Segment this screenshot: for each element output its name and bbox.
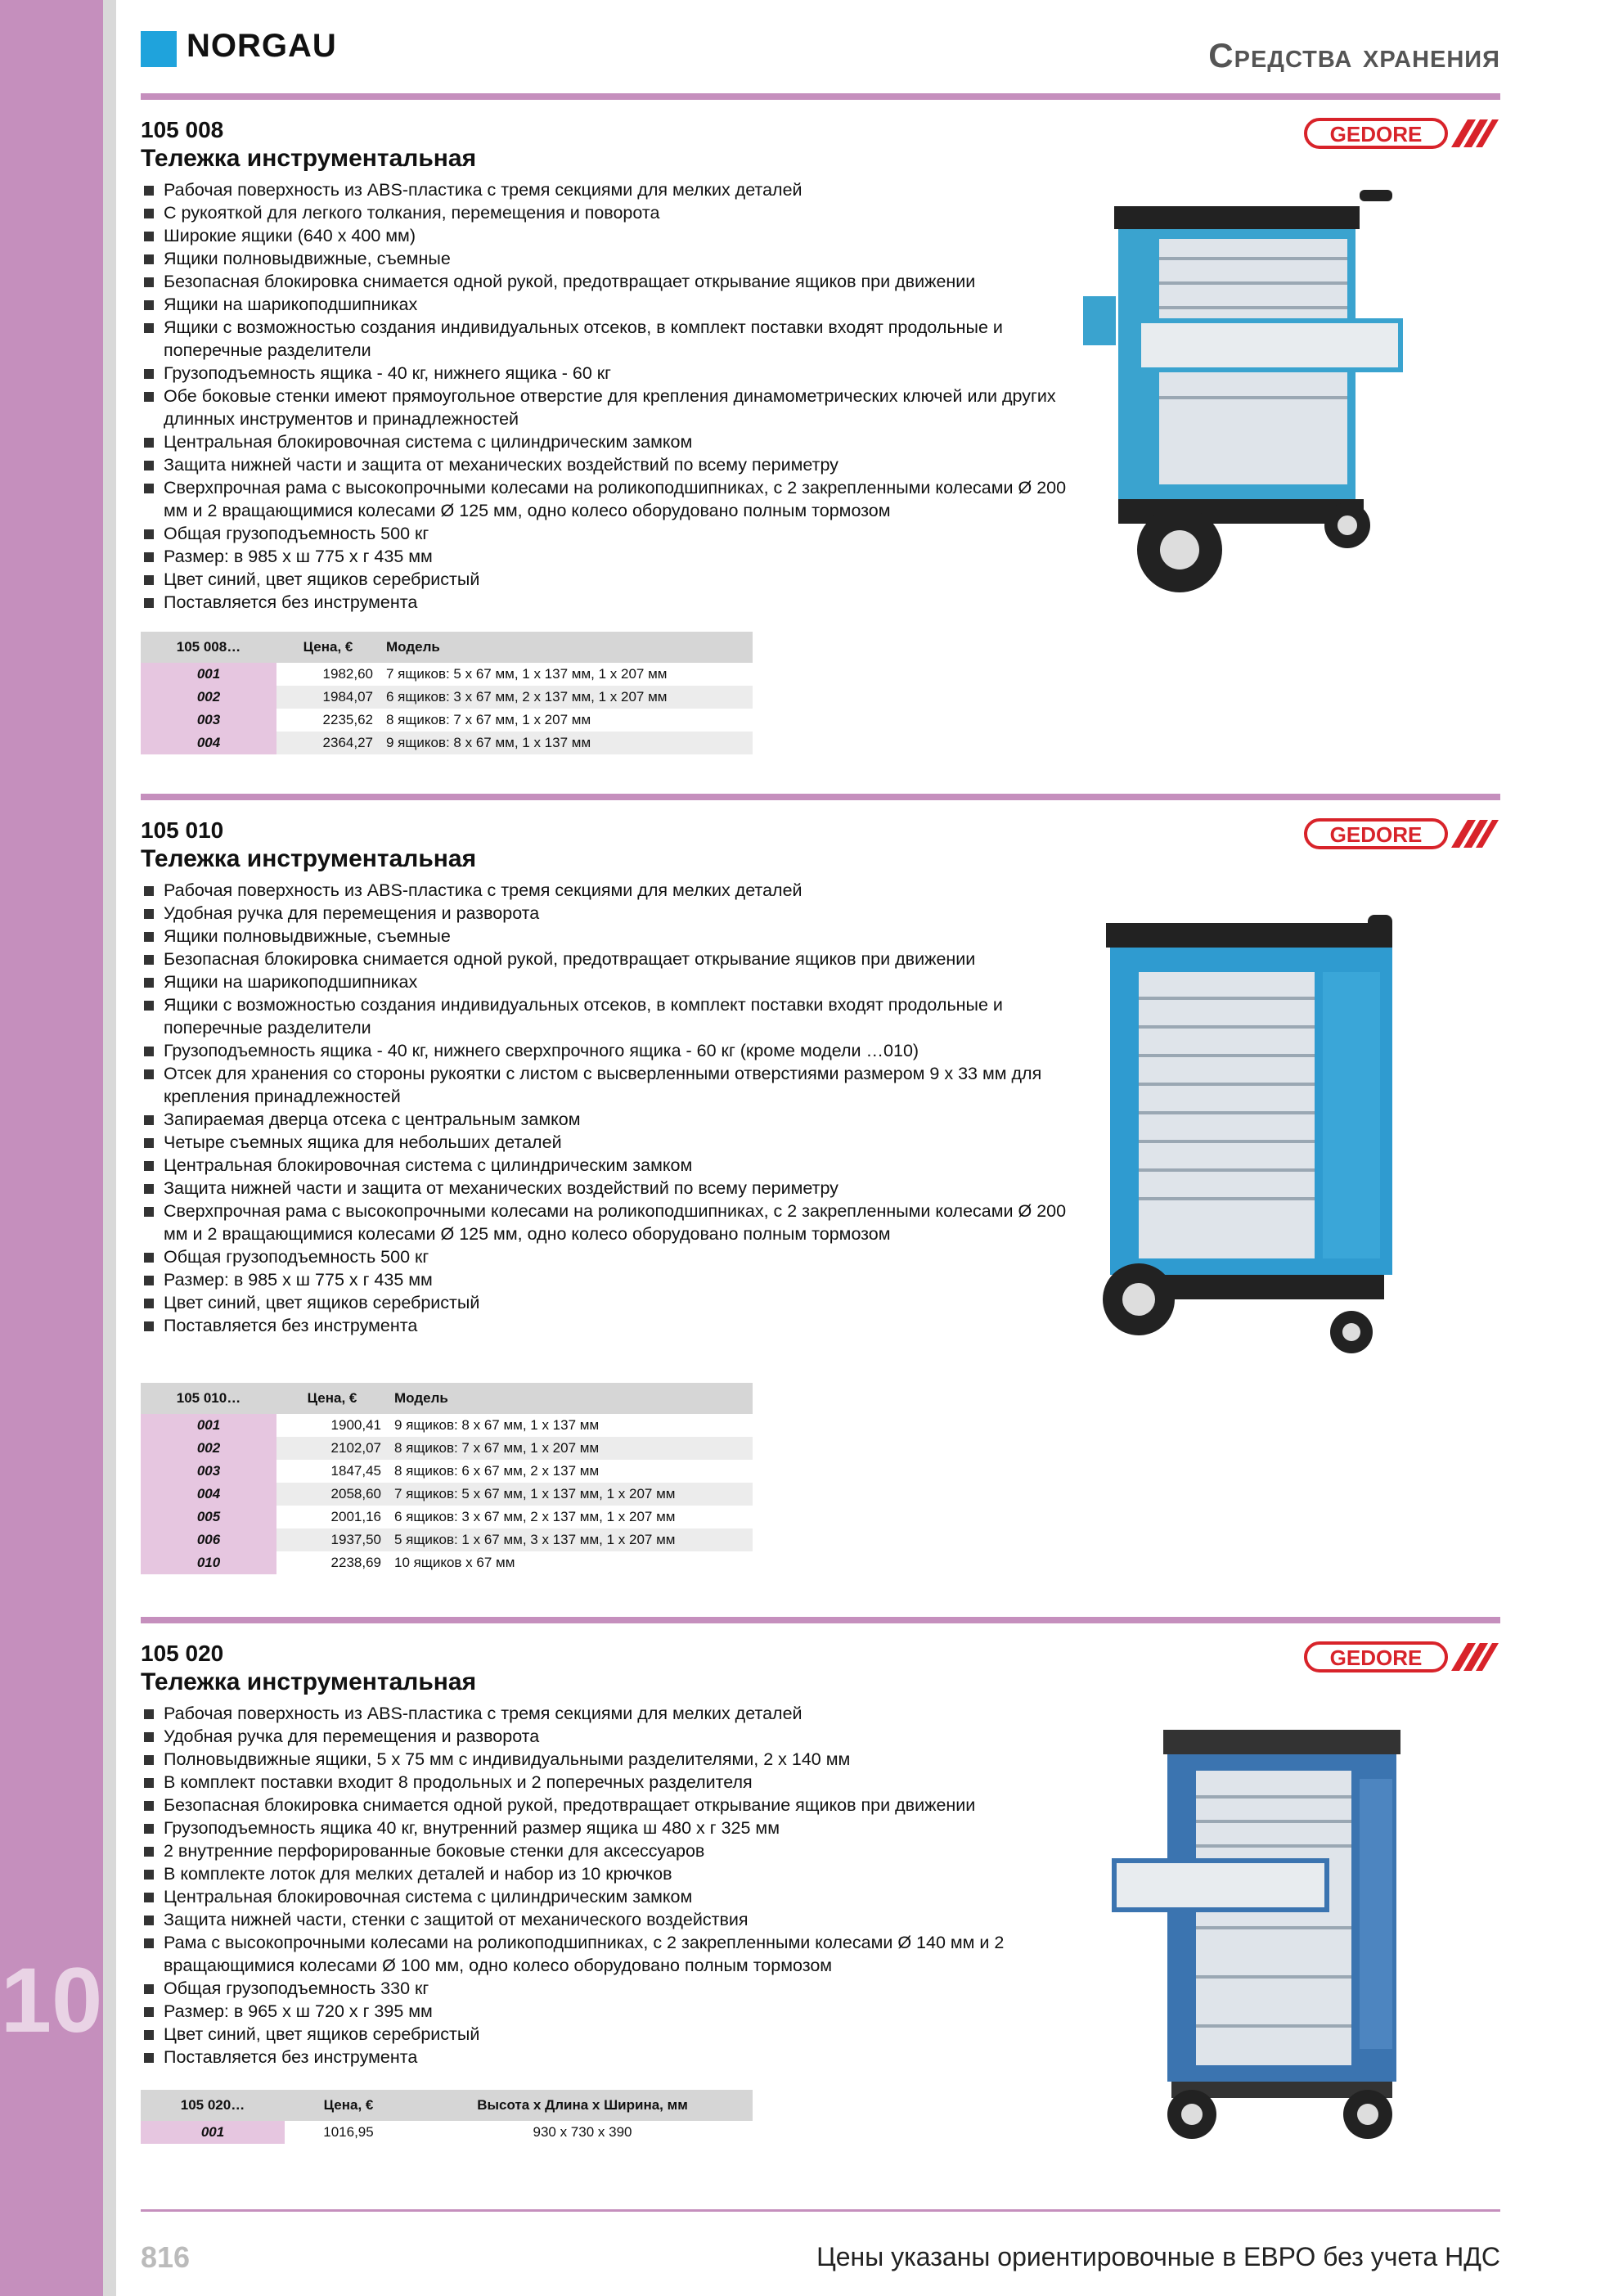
table-row: [141, 1414, 753, 1437]
feature-item: Полновыдвижные ящики, 5 х 75 мм с индивидуальными разделителями, 2 х 140 мм: [141, 1748, 1081, 1771]
table-row: [141, 1437, 753, 1460]
feature-item: Защита нижней части и защита от механических воздействий по всему периметру: [141, 1177, 1081, 1200]
article-cell: 001: [141, 2121, 285, 2144]
price-cell: 1900,41: [330, 1417, 381, 1433]
col-article: 105 008…: [141, 632, 276, 663]
feature-item: 2 внутренние перфорированные боковые стенки для аксессуаров: [141, 1839, 1081, 1862]
feature-list: [141, 879, 1081, 1337]
feature-item: Центральная блокировочная система с цилиндрическим замком: [141, 1154, 1081, 1177]
model-cell: 6 ящиков: 3 х 67 мм, 2 х 137 мм, 1 х 207 мм: [394, 1509, 676, 1524]
feature-item: Размер: в 985 х ш 775 х г 435 мм: [141, 1268, 1081, 1291]
article-cell: 004: [141, 732, 276, 754]
price-cell: 2058,60: [276, 1483, 388, 1506]
feature-item: Безопасная блокировка снимается одной рукой, предотвращает открывание ящиков при движении: [141, 270, 1081, 293]
table-row: [141, 709, 753, 732]
model-cell: 5 ящиков: 1 х 67 мм, 3 х 137 мм, 1 х 207 мм: [388, 1528, 753, 1551]
section-rule: [141, 794, 1500, 800]
table-row: [141, 1551, 753, 1574]
section-rule: [141, 1617, 1500, 1623]
price-cell: 1984,07: [276, 686, 380, 709]
feature-item: Грузоподъемность ящика 40 кг, внутренний размер ящика ш 480 х г 325 мм: [141, 1817, 1081, 1839]
trolley-image-2: [1081, 915, 1441, 1373]
feature-item: Ящики с возможностью создания индивидуальных отсеков, в комплект поставки входят продольные и поперечные разделители: [141, 316, 1081, 362]
feature-item: Сверхпрочная рама с высокопрочными колесами на роликоподшипниках, с 2 закрепленными колесами Ø 200 мм и 2 вращающимися колесами Ø 125 мм, одно колесо оборудовано полным тормозом: [141, 1200, 1081, 1245]
gedore-logo: [1304, 1640, 1500, 1674]
feature-list: [141, 1702, 1081, 2069]
feature-item: Ящики на шарикоподшипниках: [141, 970, 1081, 993]
sidebar-edge: [103, 0, 116, 2296]
col-article: 105 010…: [141, 1383, 276, 1414]
product-title: Тележка инструментальная: [141, 145, 477, 172]
svg-text:GEDORE: GEDORE: [1329, 122, 1423, 146]
table-row: [141, 732, 753, 754]
header-rule: [141, 93, 1500, 100]
trolley-image-1: [1081, 182, 1425, 607]
article-cell: 002: [141, 686, 276, 709]
article-cell: 004: [141, 1483, 276, 1506]
page-number: 816: [141, 2240, 191, 2274]
article-cell: 003: [141, 1460, 276, 1483]
gedore-logo: [1304, 817, 1500, 851]
feature-item: Удобная ручка для перемещения и разворота: [141, 902, 1081, 925]
feature-item: Защита нижней части, стенки с защитой от механического воздействия: [141, 1908, 1081, 1931]
table-row: [141, 1506, 753, 1528]
article-cell: 010: [141, 1551, 276, 1574]
feature-item: Общая грузоподъемность 500 кг: [141, 1245, 1081, 1268]
section-title: Средства хранения: [1208, 36, 1500, 74]
feature-item: Отсек для хранения со стороны рукоятки с листом с высверленными отверстиями размером 9 х 33 мм для крепления принадлежностей: [141, 1062, 1081, 1108]
feature-item: Поставляется без инструмента: [141, 1314, 1081, 1337]
table-row: [141, 1528, 753, 1551]
feature-item: Поставляется без инструмента: [141, 2046, 1081, 2069]
feature-item: Ящики полновыдвижные, съемные: [141, 247, 1081, 270]
price-cell: 2102,07: [276, 1437, 388, 1460]
col-model: Модель: [380, 632, 753, 663]
model-cell: 8 ящиков: 6 х 67 мм, 2 х 137 мм: [394, 1463, 600, 1479]
feature-item: Рабочая поверхность из ABS-пластика с тремя секциями для мелких деталей: [141, 178, 1081, 201]
col-price: Цена, €: [285, 2090, 412, 2121]
feature-item: Размер: в 985 х ш 775 х г 435 мм: [141, 545, 1081, 568]
col-price: Цена, €: [276, 1383, 388, 1414]
brand-logo-square: [141, 31, 177, 67]
feature-item: Размер: в 965 х ш 720 х г 395 мм: [141, 2000, 1081, 2023]
model-cell: 9 ящиков: 8 х 67 мм, 1 х 137 мм: [394, 1417, 600, 1433]
product-105-020: [141, 1640, 1500, 2180]
feature-item: Общая грузоподъемность 330 кг: [141, 1977, 1081, 2000]
col-model: Модель: [388, 1383, 753, 1414]
feature-item: Центральная блокировочная система с цилиндрическим замком: [141, 430, 1081, 453]
feature-item: Цвет синий, цвет ящиков серебристый: [141, 1291, 1081, 1314]
price-cell: 2364,27: [276, 732, 380, 754]
feature-item: Обе боковые стенки имеют прямоугольное отверстие для крепления динамометрических ключей или других длинных инструментов и принадлежностей: [141, 385, 1081, 430]
feature-item: Запираемая дверца отсека с центральным замком: [141, 1108, 1081, 1131]
feature-item: Безопасная блокировка снимается одной рукой, предотвращает открывание ящиков при движении: [141, 948, 1081, 970]
model-cell: 8 ящиков: 7 х 67 мм, 1 х 207 мм: [386, 712, 591, 727]
feature-item: Сверхпрочная рама с высокопрочными колесами на роликоподшипниках, с 2 закрепленными колесами Ø 200 мм и 2 вращающимися колесами Ø 125 мм, одно колесо оборудовано полным тормозом: [141, 476, 1081, 522]
article-cell: 006: [141, 1528, 276, 1551]
feature-item: Ящики на шарикоподшипниках: [141, 293, 1081, 316]
table-row: [141, 663, 753, 686]
model-cell: 6 ящиков: 3 х 67 мм, 2 х 137 мм, 1 х 207 мм: [380, 686, 753, 709]
article-cell: 005: [141, 1506, 276, 1528]
feature-item: В комплекте лоток для мелких деталей и набор из 10 крючков: [141, 1862, 1081, 1885]
feature-item: Ящики полновыдвижные, съемные: [141, 925, 1081, 948]
product-105-008: [141, 116, 1500, 771]
feature-item: С рукояткой для легкого толкания, перемещения и поворота: [141, 201, 1081, 224]
trolley-image-3: [1106, 1730, 1441, 2155]
svg-text:GEDORE: GEDORE: [1329, 822, 1423, 847]
price-note: Цены указаны ориентировочные в ЕВРО без учета НДС: [816, 2242, 1500, 2271]
product-code: 105 010: [141, 817, 224, 843]
table-row: [141, 1483, 753, 1506]
article-cell: 003: [141, 709, 276, 732]
feature-item: Защита нижней части и защита от механических воздействий по всему периметру: [141, 453, 1081, 476]
feature-item: Безопасная блокировка снимается одной рукой, предотвращает открывание ящиков при движении: [141, 1794, 1081, 1817]
chapter-number: 10: [0, 1949, 103, 2051]
feature-item: Ящики с возможностью создания индивидуальных отсеков, в комплект поставки входят продольные и поперечные разделители: [141, 993, 1081, 1039]
feature-item: Четыре съемных ящика для небольших деталей: [141, 1131, 1081, 1154]
feature-item: Рабочая поверхность из ABS-пластика с тремя секциями для мелких деталей: [141, 1702, 1081, 1725]
article-cell: 001: [141, 1414, 276, 1437]
price-cell: 2001,16: [330, 1509, 381, 1524]
price-cell: 1847,45: [330, 1463, 381, 1479]
product-105-010: [141, 817, 1500, 1594]
gedore-logo: [1304, 116, 1500, 151]
footer-rule: [141, 2209, 1500, 2212]
price-cell: 1937,50: [276, 1528, 388, 1551]
feature-item: В комплект поставки входит 8 продольных и 2 поперечных разделителя: [141, 1771, 1081, 1794]
table-row: [141, 686, 753, 709]
price-cell: 1016,95: [323, 2124, 374, 2140]
col-dimensions: Высота х Длина х Ширина, мм: [412, 2090, 753, 2121]
brand-name: NORGAU: [187, 28, 337, 64]
feature-item: Рама с высокопрочными колесами на роликоподшипниках, с 2 закрепленными колесами Ø 140 мм и 2 вращающимися колесами Ø 100 мм, одно колесо оборудовано полным тормозом: [141, 1931, 1081, 1977]
feature-item: Широкие ящики (640 х 400 мм): [141, 224, 1081, 247]
svg-text:GEDORE: GEDORE: [1329, 1645, 1423, 1670]
feature-item: Грузоподъемность ящика - 40 кг, нижнего ящика - 60 кг: [141, 362, 1081, 385]
product-title: Тележка инструментальная: [141, 845, 477, 872]
model-cell: 7 ящиков: 5 х 67 мм, 1 х 137 мм, 1 х 207 мм: [388, 1483, 753, 1506]
model-cell: 7 ящиков: 5 х 67 мм, 1 х 137 мм, 1 х 207 мм: [386, 666, 668, 682]
product-code: 105 008: [141, 117, 224, 142]
feature-item: Поставляется без инструмента: [141, 591, 1081, 614]
model-cell: 10 ящиков х 67 мм: [394, 1555, 515, 1570]
feature-item: Цвет синий, цвет ящиков серебристый: [141, 2023, 1081, 2046]
model-cell: 9 ящиков: 8 х 67 мм, 1 х 137 мм: [380, 732, 753, 754]
dimensions-cell: 930 х 730 х 390: [533, 2124, 632, 2140]
price-cell: 1982,60: [322, 666, 373, 682]
feature-item: Центральная блокировочная система с цилиндрическим замком: [141, 1885, 1081, 1908]
col-article: 105 020…: [141, 2090, 285, 2121]
feature-list: [141, 178, 1081, 614]
price-table: [141, 1383, 753, 1574]
table-row: [141, 2121, 753, 2144]
price-cell: 2235,62: [322, 712, 373, 727]
product-title: Тележка инструментальная: [141, 1668, 477, 1695]
model-cell: 8 ящиков: 7 х 67 мм, 1 х 207 мм: [388, 1437, 753, 1460]
feature-item: Рабочая поверхность из ABS-пластика с тремя секциями для мелких деталей: [141, 879, 1081, 902]
article-cell: 001: [141, 663, 276, 686]
feature-item: Цвет синий, цвет ящиков серебристый: [141, 568, 1081, 591]
table-row: [141, 1460, 753, 1483]
feature-item: Грузоподъемность ящика - 40 кг, нижнего сверхпрочного ящика - 60 кг (кроме модели …010): [141, 1039, 1081, 1062]
price-table: [141, 2090, 753, 2144]
price-table: [141, 632, 753, 754]
feature-item: Общая грузоподъемность 500 кг: [141, 522, 1081, 545]
product-code: 105 020: [141, 1641, 224, 1666]
feature-item: Удобная ручка для перемещения и разворота: [141, 1725, 1081, 1748]
col-price: Цена, €: [276, 632, 380, 663]
price-cell: 2238,69: [330, 1555, 381, 1570]
article-cell: 002: [141, 1437, 276, 1460]
